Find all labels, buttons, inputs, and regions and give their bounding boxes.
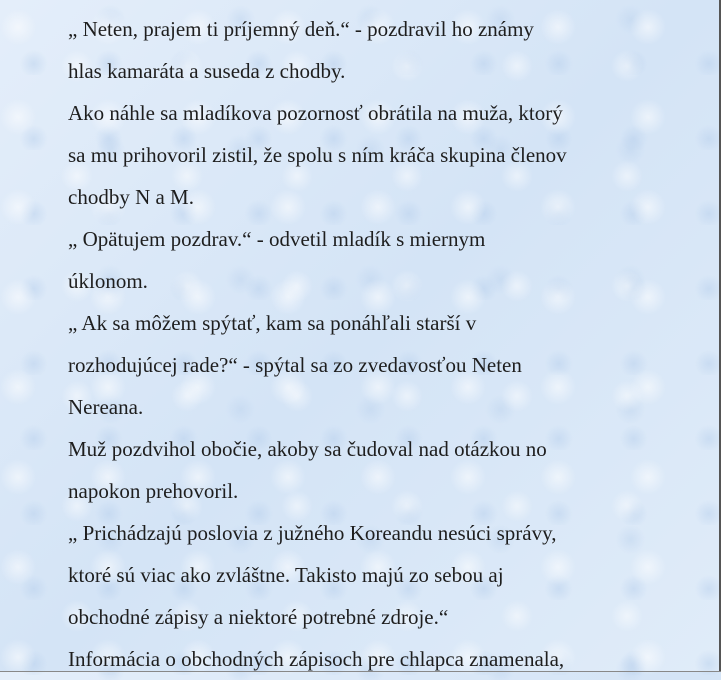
text-line-7: úklonom. [68,269,148,293]
text-line-14: ktoré sú viac ako zvláštne. Takisto majú zo sebou aj [68,563,504,587]
document-body [68,8,718,680]
text-line-3: Ako náhle sa mladíkova pozornosť obrátila na muža, ktorý [68,101,563,125]
text-line-1: „ Neten, prajem ti príjemný deň.“ - pozdravil ho známy [68,17,534,41]
text-line-11: Muž pozdvihol obočie, akoby sa čudoval nad otázkou no [68,437,547,461]
text-line-8: „ Ak sa môžem spýtať, kam sa ponáhľali starší v [68,311,477,335]
text-line-9: rozhodujúcej rade?“ - spýtal sa zo zvedavosťou Neten [68,353,522,377]
text-line-10: Nereana. [68,395,144,419]
text-line-2: hlas kamaráta a suseda z chodby. [68,59,346,83]
text-line-16: Informácia o obchodných zápisoch pre chlapca znamenala, [68,647,565,671]
text-line-4: sa mu prihovoril zistil, že spolu s ním kráča skupina členov [68,143,567,167]
text-line-12: napokon prehovoril. [68,479,239,503]
text-line-6: „ Opätujem pozdrav.“ - odvetil mladík s miernym [68,227,486,251]
text-line-15: obchodné zápisy a niektoré potrebné zdroje.“ [68,605,449,629]
text-line-5: chodby N a M. [68,185,194,209]
text-line-13: „ Prichádzajú poslovia z južného Koreandu nesúci správy, [68,521,557,545]
